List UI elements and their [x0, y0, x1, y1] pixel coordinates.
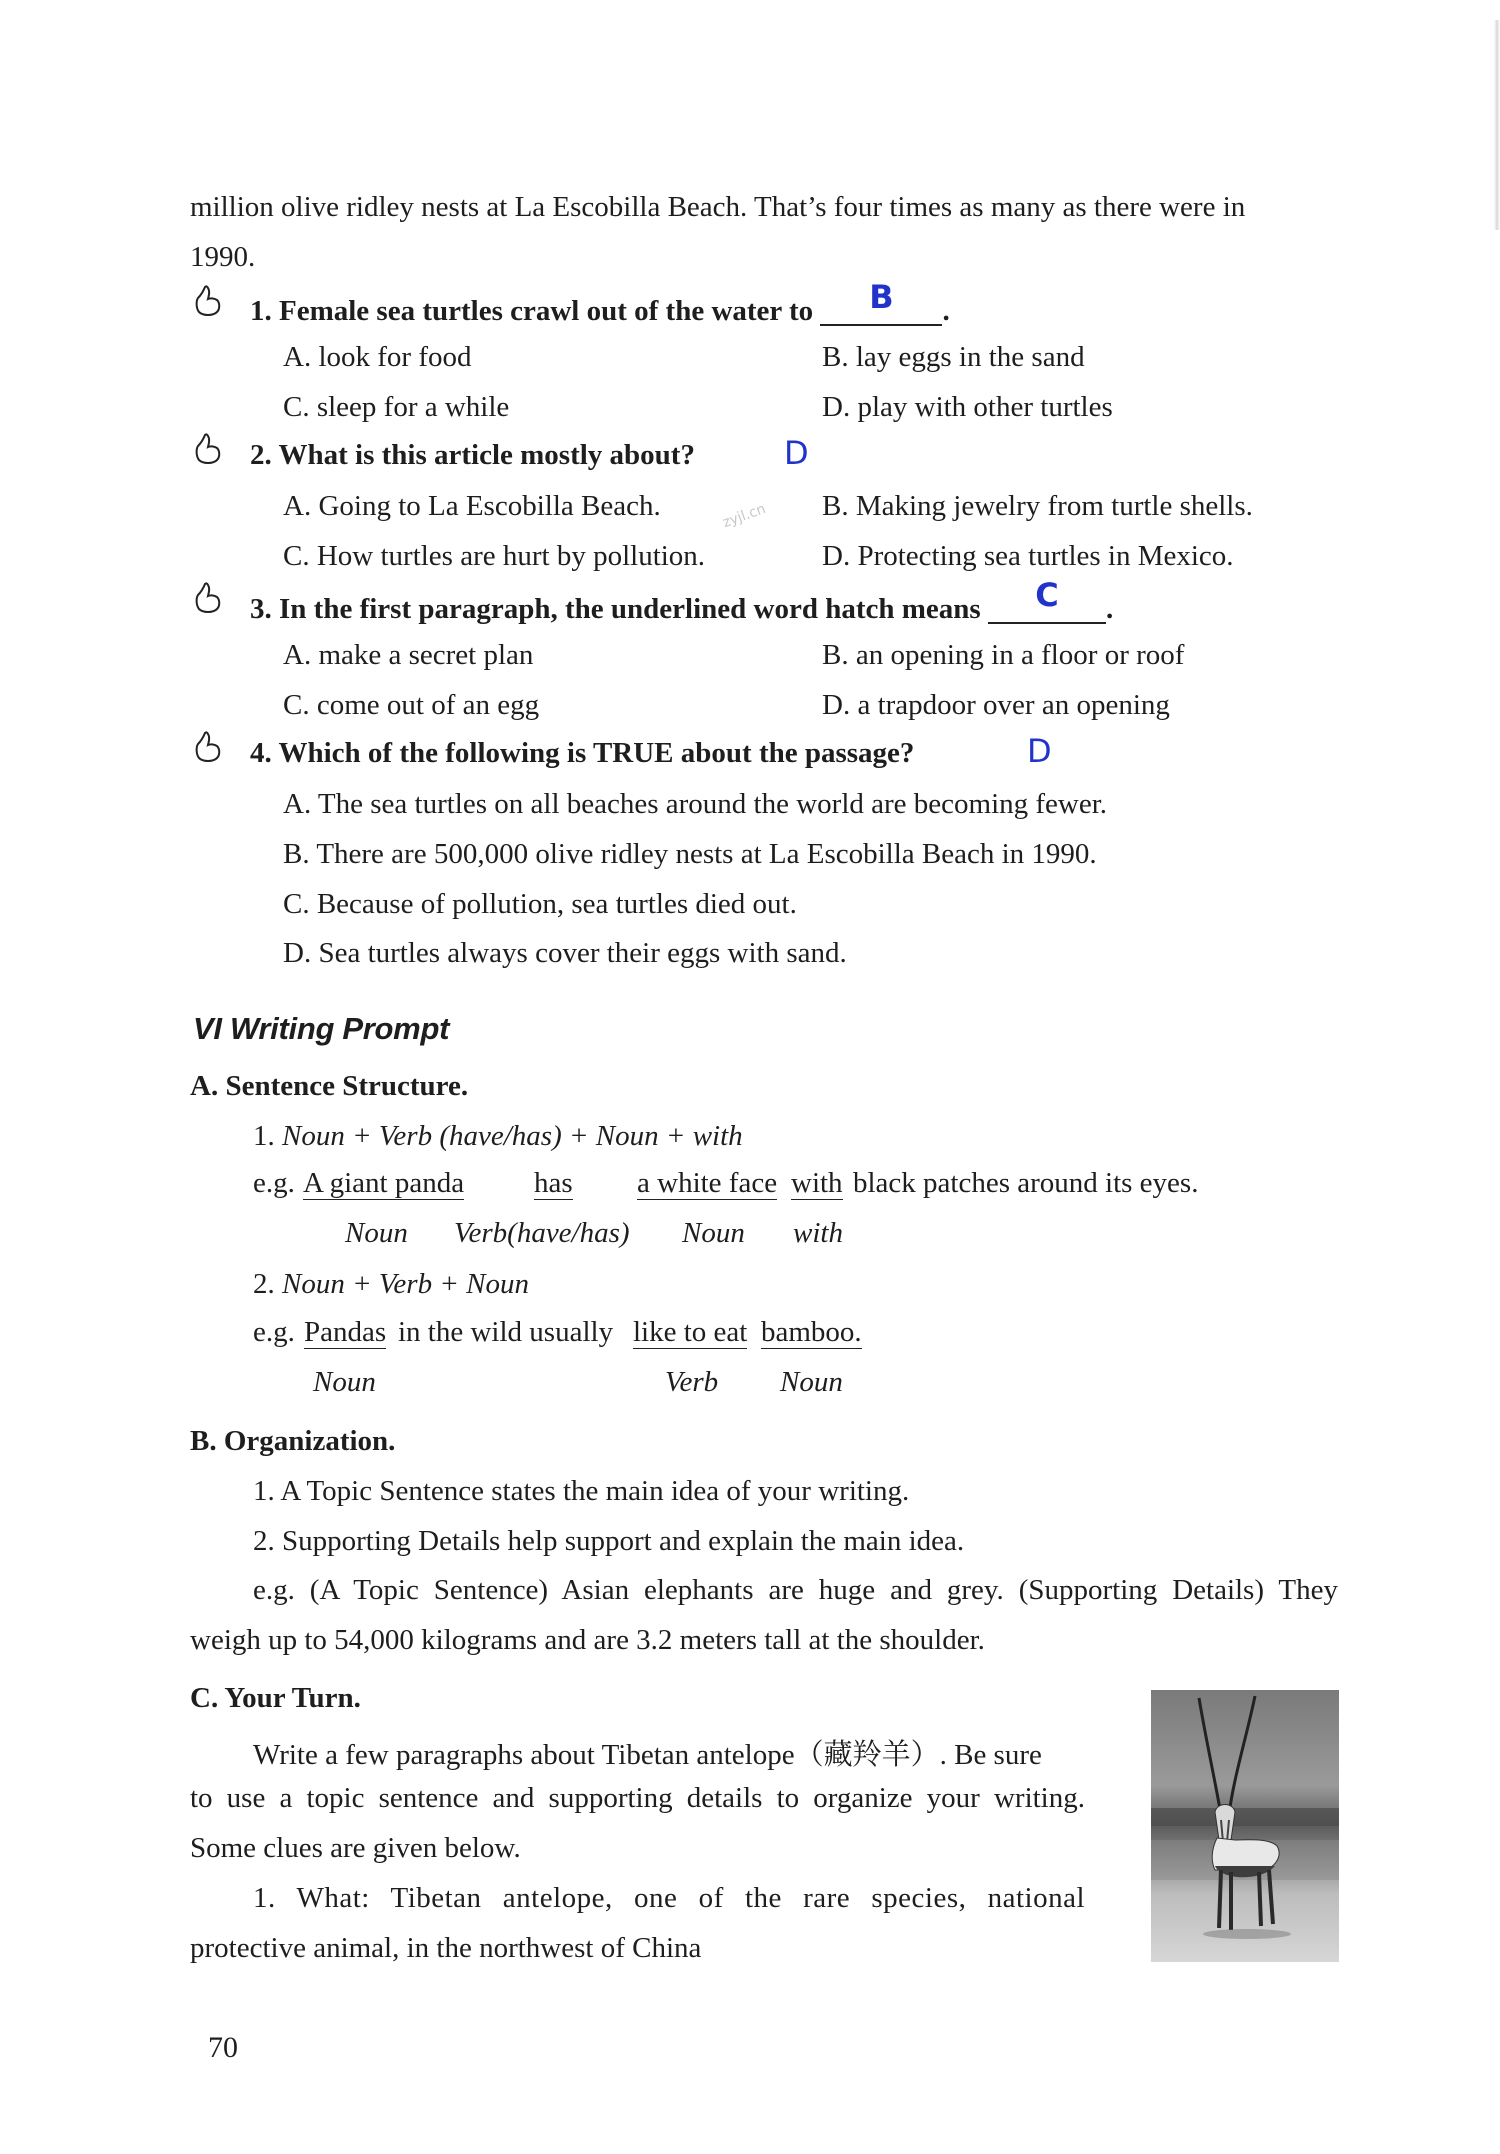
example-2-verb: like to eat [633, 1316, 748, 1348]
q3-option-b: B. an opening in a floor or roof [822, 639, 1185, 671]
example-1-subject: A giant panda [303, 1167, 465, 1199]
question-1 [250, 278, 950, 328]
question-4 [250, 737, 914, 770]
page-edge-shadow [1494, 20, 1500, 230]
pointing-hand-icon [193, 581, 223, 615]
section-title: VI Writing Prompt [193, 1011, 450, 1046]
q2-option-c: C. How turtles are hurt by pollution. [283, 540, 706, 572]
question-1-stem: Female sea turtles crawl out of the water to [279, 295, 814, 327]
label-noun-4: Noun [780, 1366, 843, 1398]
question-1-end: . [942, 295, 950, 327]
intro-line-2: 1990. [190, 241, 256, 273]
question-4-number: 4. [250, 737, 272, 769]
q3-option-d: D. a trapdoor over an opening [822, 689, 1170, 721]
question-2-answer: D [784, 434, 809, 472]
q2-option-b: B. Making jewelry from turtle shells. [822, 490, 1253, 522]
question-3 [250, 576, 1114, 626]
example-2-object: bamboo. [761, 1316, 862, 1348]
q4-option-c: C. Because of pollution, sea turtles died out. [283, 888, 797, 920]
q1-option-b: B. lay eggs in the sand [822, 341, 1085, 373]
question-1-number: 1. [250, 295, 272, 327]
q3-option-a: A. make a secret plan [283, 639, 534, 671]
page-number: 70 [208, 2031, 238, 2064]
your-turn-line-5: protective animal, in the northwest of China [190, 1932, 702, 1964]
label-noun-1: Noun [345, 1217, 408, 1249]
question-1-answer: B [869, 278, 894, 316]
q4-option-b: B. There are 500,000 olive ridley nests at La Escobilla Beach in 1990. [283, 838, 1097, 870]
label-with: with [793, 1217, 843, 1249]
pointing-hand-icon [193, 284, 223, 318]
example-2-subject: Pandas [304, 1316, 387, 1348]
organization-heading: B. Organization. [190, 1425, 396, 1457]
intro-line-1: million olive ridley nests at La Escobilla Beach. That’s four times as many as there were in [190, 191, 1246, 223]
question-3-stem: In the first paragraph, the underlined word hatch means [279, 593, 981, 625]
example-1 [253, 1167, 1303, 1207]
question-1-blank[interactable] [820, 278, 942, 326]
your-turn-line-2: to use a topic sentence and supporting details to organize your writing. [190, 1782, 1085, 1814]
structure-item-1-number: 1. [253, 1120, 275, 1152]
organization-example-line-2: weigh up to 54,000 kilograms and are 3.2 meters tall at the shoulder. [190, 1624, 985, 1656]
q2-option-a: A. Going to La Escobilla Beach. [283, 490, 661, 522]
structure-item-2-formula: Noun + Verb + Noun [282, 1268, 529, 1300]
your-turn-line-3: Some clues are given below. [190, 1832, 521, 1864]
example-2 [253, 1316, 1303, 1356]
question-2 [250, 439, 695, 472]
q1-option-c: C. sleep for a while [283, 391, 510, 423]
example-2-middle: in the wild usually [398, 1316, 614, 1348]
question-2-number: 2. [250, 439, 272, 471]
q4-option-a: A. The sea turtles on all beaches around the world are becoming fewer. [283, 788, 1108, 820]
organization-example-line-1: e.g. (A Topic Sentence) Asian elephants are huge and grey. (Supporting Details) They [253, 1574, 1338, 1606]
q1-option-a: A. look for food [283, 341, 472, 373]
question-2-stem: What is this article mostly about? [278, 439, 695, 471]
example-1-rest: black patches around its eyes. [853, 1167, 1199, 1199]
pointing-hand-icon [193, 432, 223, 466]
q3-option-c: C. come out of an egg [283, 689, 540, 721]
label-noun-2: Noun [682, 1217, 745, 1249]
your-turn-line-1: Write a few paragraphs about Tibetan antelope（藏羚羊）. Be sure [253, 1739, 1042, 1771]
tibetan-antelope-photo [1151, 1690, 1339, 1962]
question-3-blank[interactable] [988, 576, 1106, 624]
structure-item-1-formula: Noun + Verb (have/has) + Noun + with [282, 1120, 743, 1152]
example-1-prefix: e.g. [253, 1167, 295, 1199]
example-1-with: with [791, 1167, 843, 1199]
organization-item-1: 1. A Topic Sentence states the main idea of your writing. [253, 1475, 910, 1507]
label-verb: Verb [665, 1366, 719, 1398]
pointing-hand-icon [193, 730, 223, 764]
label-verb-have-has: Verb(have/has) [454, 1217, 630, 1249]
example-1-verb: has [534, 1167, 573, 1199]
question-4-answer: D [1027, 732, 1052, 770]
question-3-answer: C [1035, 576, 1059, 614]
question-3-end: . [1105, 593, 1114, 625]
your-turn-line-4: 1. What: Tibetan antelope, one of the rare species, national [253, 1882, 1085, 1914]
structure-item-2-number: 2. [253, 1268, 275, 1300]
label-noun-3: Noun [313, 1366, 376, 1398]
question-3-number: 3. [250, 593, 272, 625]
question-4-stem: Which of the following is TRUE about the passage? [278, 737, 915, 769]
example-1-object: a white face [637, 1167, 778, 1199]
structure-item-2 [253, 1268, 529, 1301]
your-turn-heading: C. Your Turn. [190, 1682, 361, 1714]
watermark: zyjl.cn [720, 500, 768, 532]
q2-option-d: D. Protecting sea turtles in Mexico. [822, 540, 1234, 572]
structure-item-1 [253, 1120, 743, 1153]
q1-option-d: D. play with other turtles [822, 391, 1113, 423]
organization-item-2: 2. Supporting Details help support and explain the main idea. [253, 1525, 965, 1557]
structure-heading: A. Sentence Structure. [190, 1070, 469, 1102]
example-2-prefix: e.g. [253, 1316, 295, 1348]
q4-option-d: D. Sea turtles always cover their eggs with sand. [283, 937, 847, 969]
